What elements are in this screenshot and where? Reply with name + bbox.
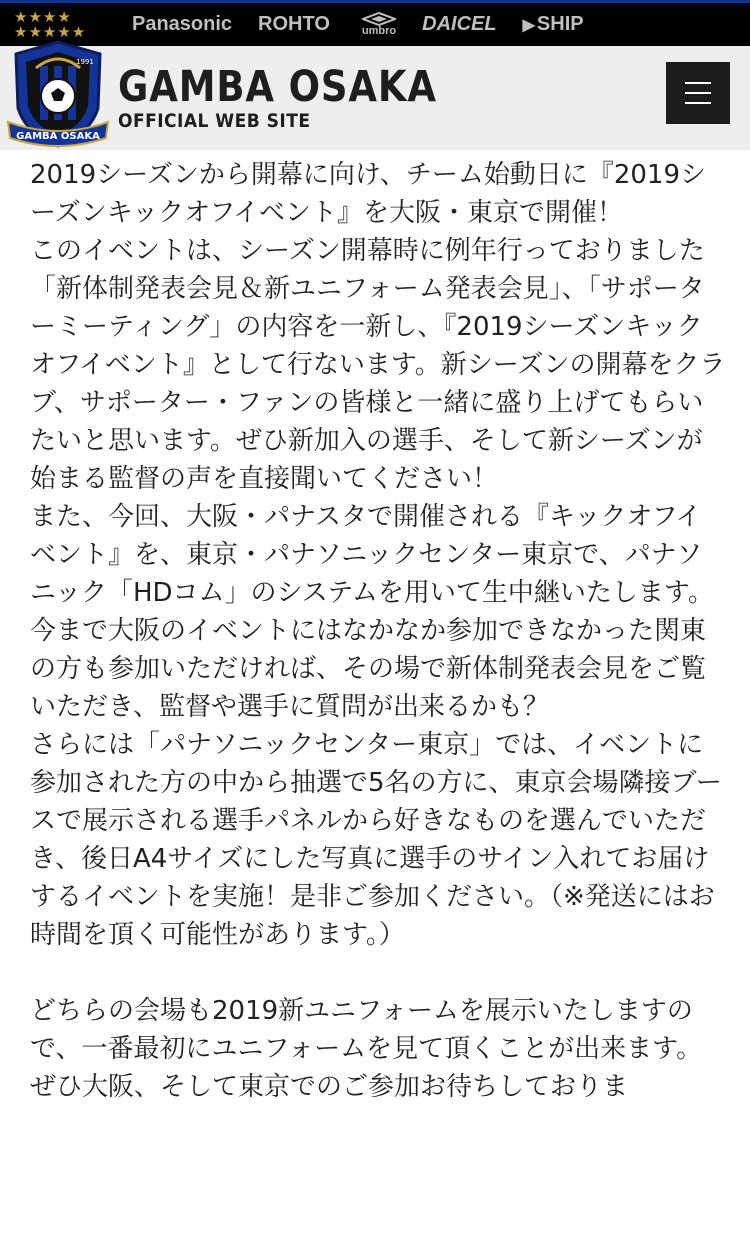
site-subtitle: OFFICIAL WEB SITE <box>118 110 311 132</box>
umbro-label: umbro <box>361 25 397 37</box>
site-header <box>0 46 750 150</box>
ship-mark-icon: ▶ <box>522 16 535 34</box>
sponsor-umbro-logo[interactable] <box>362 12 396 37</box>
club-stars <box>14 7 106 41</box>
sponsor-daicel-logo[interactable]: DAICEL <box>422 13 497 35</box>
stars-top-row: ★★★★ <box>14 7 72 26</box>
site-title: GAMBA OSAKA <box>118 62 437 112</box>
ship-label: SHIP <box>536 13 584 35</box>
stars-bottom-row: ★★★★★ <box>14 22 87 41</box>
crest-label: GAMBA OSAKA <box>16 131 100 142</box>
site-brand[interactable] <box>118 64 489 132</box>
article-paragraph: さらには「パナソニックセンター東京」では、イベントに参加された方の中から抽選で5名の方に、東京会場隣接ブースで展示される選手パネルから好きなものを選んでいただき、後日A4サイズにした写真に選手のサイン入れてお届けするイベントを実施！是非ご参加ください。（※発送にはお時間を頂く可能性があります。） <box>30 730 722 950</box>
article-paragraph: 2019シーズンから開幕に向け、チーム始動日に『2019シーズンキックオフイベント』を大阪・東京で開催！ <box>30 160 706 228</box>
club-crest[interactable] <box>0 46 108 150</box>
hamburger-line-top <box>685 82 711 84</box>
article-paragraph: また、今回、大阪・パナスタで開催される『キックオフイベント』を、東京・パナソニックセンター東京で、パナソニック「HDコム」のシステムを用いて生中継いたします。 <box>30 502 714 608</box>
crest-year: 1991 <box>76 58 94 66</box>
paragraph-spacer <box>30 954 726 992</box>
hamburger-line-bottom <box>685 102 711 104</box>
article-paragraph: ぜひ大阪、そして東京でのご参加お待ちしておりま <box>30 1072 629 1102</box>
article-body <box>0 150 750 1106</box>
hamburger-line-middle <box>685 92 711 94</box>
crest-emblem-icon <box>6 38 110 154</box>
sponsor-bar <box>0 0 750 46</box>
article-paragraph: このイベントは、シーズン開幕時に例年行っておりました「新体制発表会見＆新ユニフォーム発表会見」、「サポーターミーティング」の内容を一新し、『2019シーズンキックオフイベント』として行ないます。新シーズンの開幕をクラブ、サポーター・ファンの皆様と一緒に盛り上げてもらいたいと思います。ぜひ新加入の選手、そして新シーズンが始まる監督の声を直接聞いてください！ <box>30 236 726 494</box>
sponsor-panasonic-logo[interactable]: Panasonic <box>132 13 233 35</box>
menu-button[interactable] <box>666 62 730 124</box>
sponsor-rohto-logo[interactable]: ROHTO <box>258 13 330 35</box>
article-paragraph: 今まで大阪のイベントにはなかなか参加できなかった関東の方も参加いただければ、その場で新体制発表会見をご覧いただき、監督や選手に質問が出来るかも？ <box>30 616 707 722</box>
sponsor-ship-logo[interactable] <box>523 13 584 36</box>
article-paragraph: どちらの会場も2019新ユニフォームを展示いたしますので、一番最初にユニフォームを見て頂くことが出来ます。 <box>30 996 703 1064</box>
umbro-diamond-icon <box>362 12 396 26</box>
